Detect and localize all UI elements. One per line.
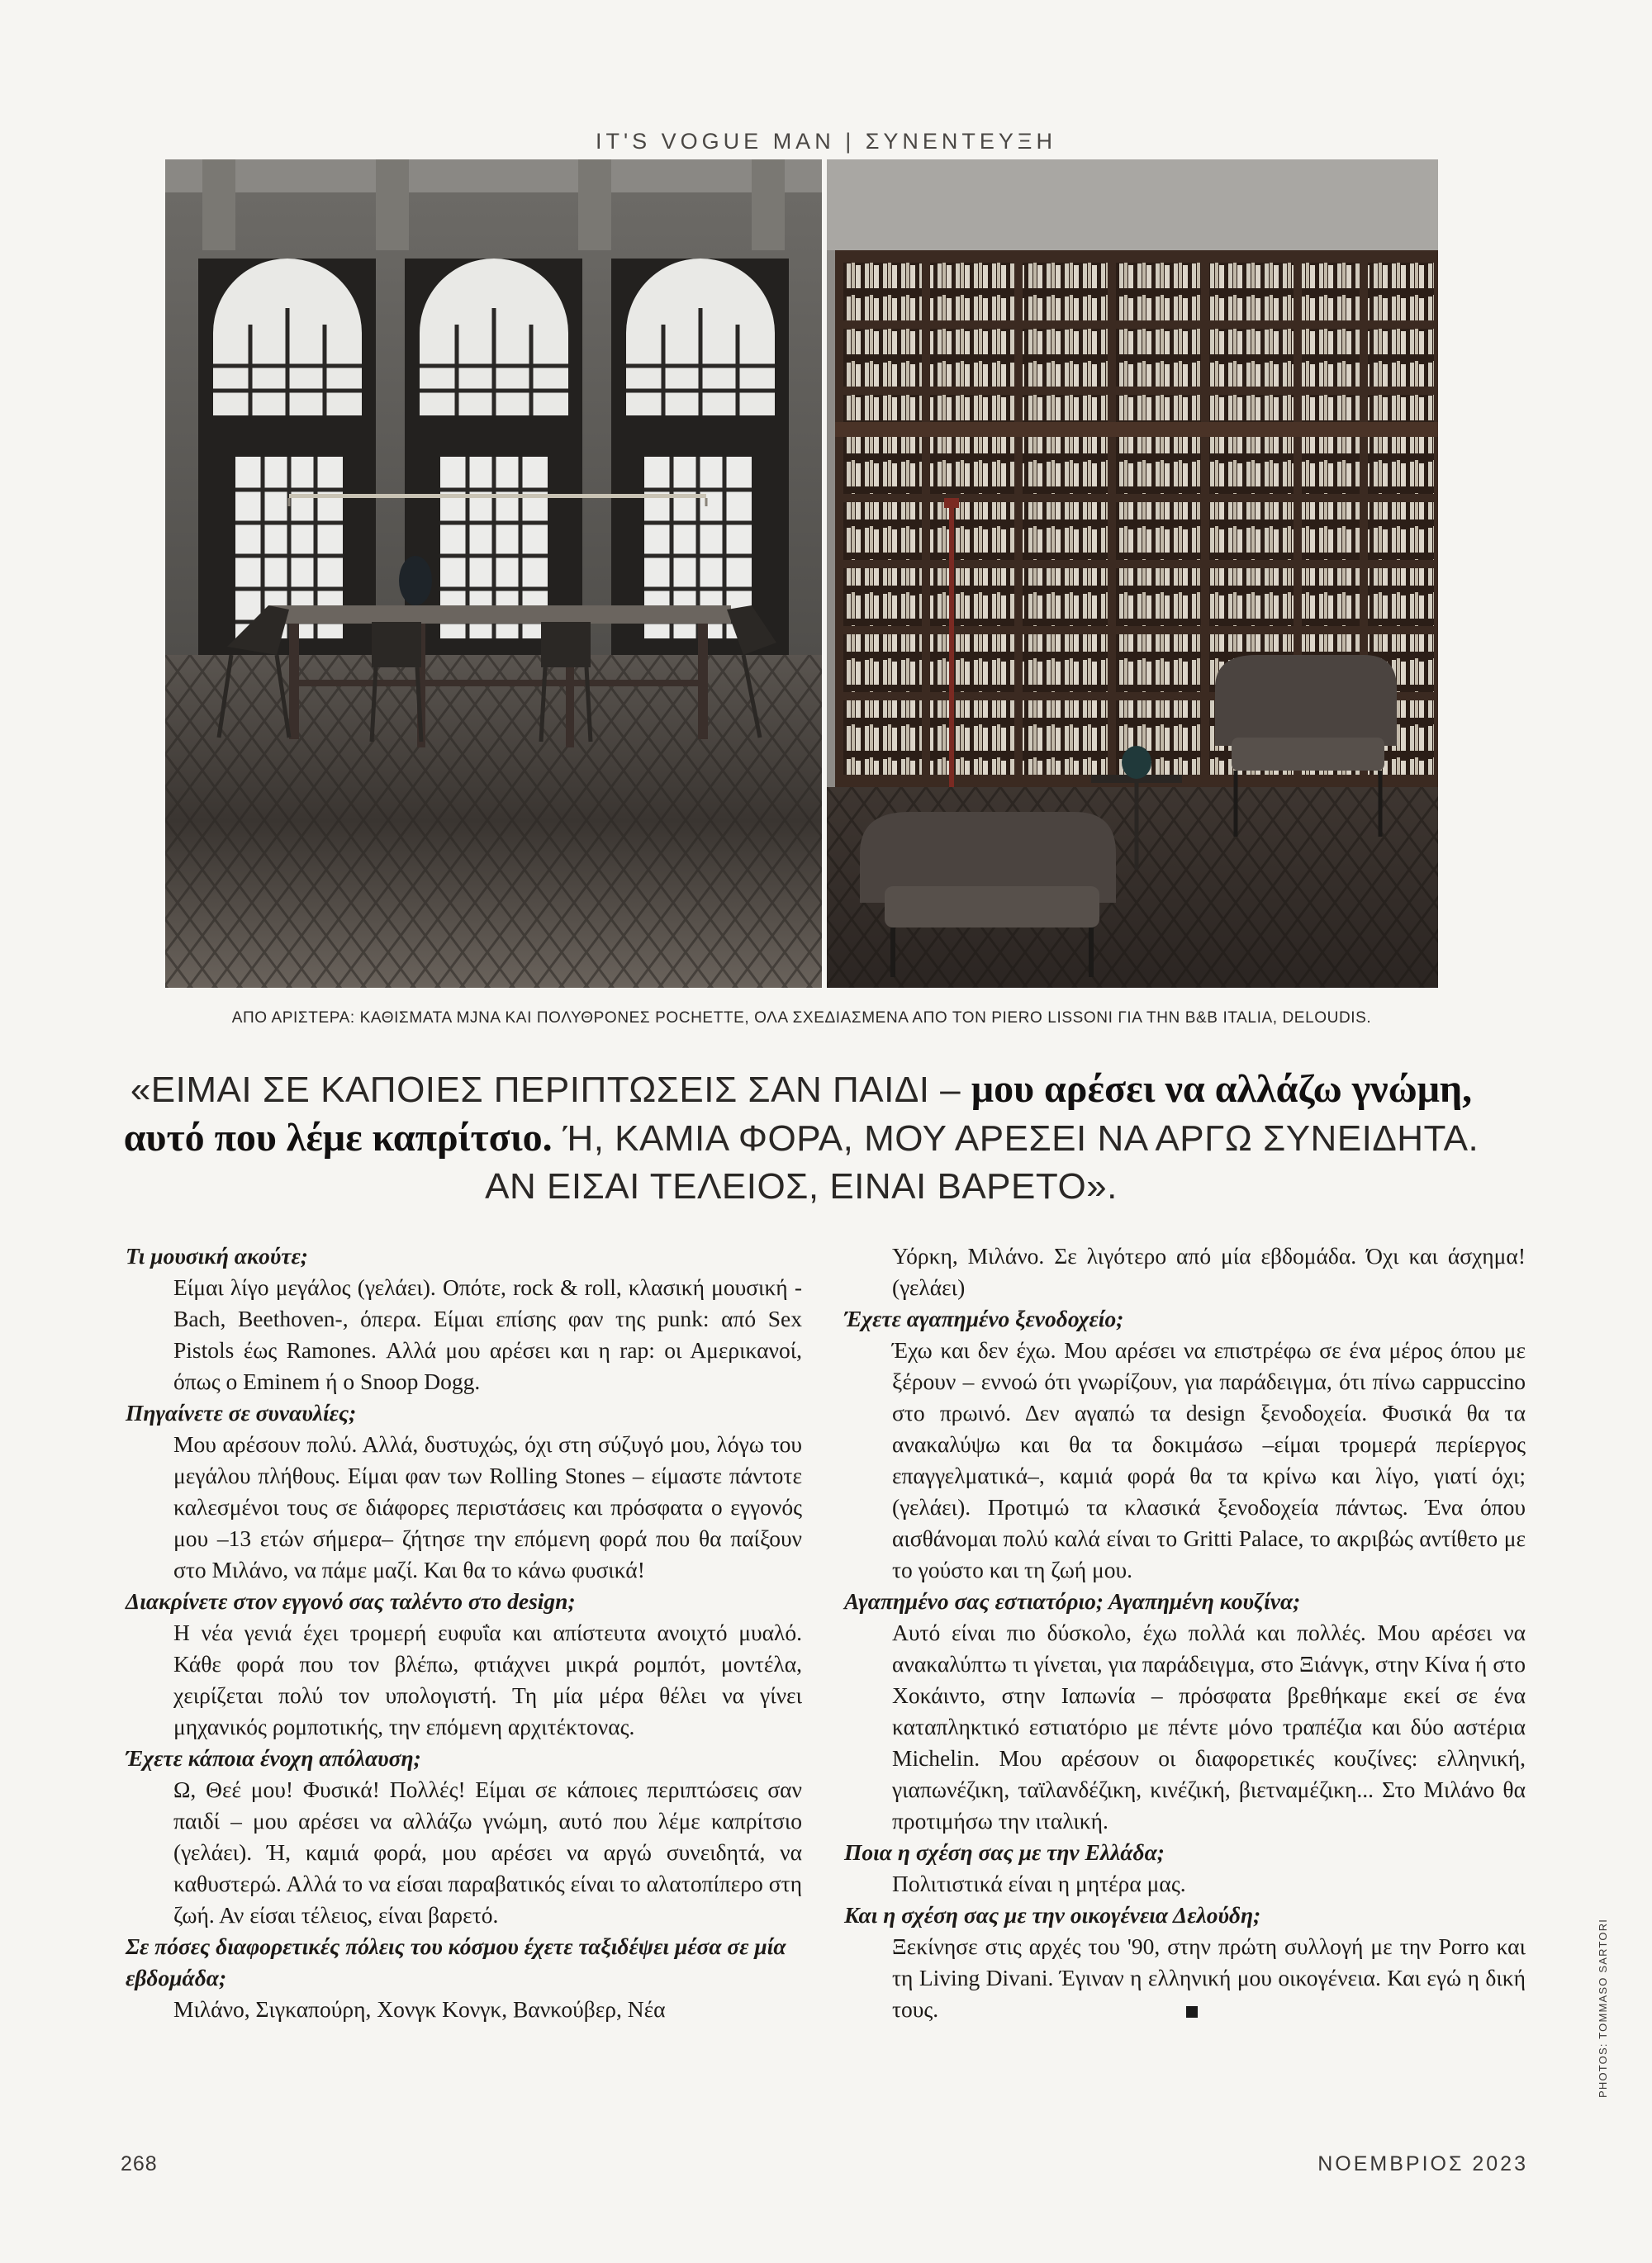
question-guilty-pleasure: Έχετε κάποια ένοχη απόλαυση; (126, 1745, 421, 1771)
photo-caption: ΑΠΟ ΑΡΙΣΤΕΡΑ: ΚΑΘΙΣΜΑΤΑ MJNA ΚΑΙ ΠΟΛΥΘΡΟΝΕΣ POCHETTE, ΟΛΑ ΣΧΕΔΙΑΣΜΕΝΑ ΑΠΟ ΤΟΝ PIERO LISSONI ΓΙΑ ΤΗΝ B&B ITALIA, DELOUDIS. (231, 1009, 1372, 1027)
question-cities: Σε πόσες διαφορετικές πόλεις του κόσμου έχετε ταξιδέψει μέσα σε μία εβδομάδα; (126, 1933, 786, 1990)
column-right (844, 1241, 1526, 2025)
answer-cities-part1: Μιλάνο, Σιγκαπούρη, Χονγκ Κονγκ, Βανκούβερ, Νέα (173, 1996, 666, 2022)
question-hotel: Έχετε αγαπημένο ξενοδοχείο; (844, 1306, 1124, 1331)
question-music: Τι μουσική ακούτε; (126, 1243, 308, 1269)
answer-grandson: Η νέα γενιά έχει τρομερή ευφυΐα και απίστευτα ανοιχτό μυαλό. Κάθε φορά που τον βλέπω, φτιάχνει μικρά ρομπότ, μοντέλα, χειρίζεται πολύ τον υπολογιστή. Τη μία μέρα θέλει να γίνει μηχανικός ρομποτικής, την επόμενη αρχιτέκτονας. (173, 1620, 802, 1739)
question-grandson: Διακρίνετε στον εγγονό σας ταλέντο στο design; (126, 1588, 576, 1614)
photo-credit: PHOTOS: TOMMASO SARTORI (1597, 1918, 1609, 2098)
pull-quote-part1: «ΕΙΜΑΙ ΣΕ ΚΑΠΟΙΕΣ ΠΕΡΙΠΤΩΣΕΙΣ ΣΑΝ ΠΑΙΔΙ – (130, 1070, 971, 1110)
question-deloudis: Και η σχέση σας με την οικογένεια Δελούδη; (844, 1902, 1261, 1928)
answer-guilty-pleasure: Ω, Θεέ μου! Φυσικά! Πολλές! Είμαι σε κάποιες περιπτώσεις σαν παιδί – μου αρέσει να αλλάζω γνώμη, αυτό που λέμε καπρίτσιο (γελάει). Ή, καμιά φορά, μου αρέσει να αργώ συνειδητά, να καθυστερώ. Αλλά το να είσαι παραβατικός είναι το αλατοπίπερο στη ζωή. Αν είσαι τέλειος, είναι βαρετό. (173, 1777, 802, 1928)
column-left (126, 1241, 802, 2025)
answer-greece: Πολιτιστικά είναι η μητέρα μας. (892, 1871, 1186, 1896)
dining-room-photo (165, 159, 822, 988)
answer-restaurant: Αυτό είναι πιο δύσκολο, έχω πολλά και πολλές. Μου αρέσει να ανακαλύπτω τι γίνεται, για παράδειγμα, στο Ξιάνγκ, στην Κίνα ή στο Χοκάιντο, στην Ιαπωνία – πρόσφατα βρεθήκαμε εκεί σε ένα καταπληκτικό εστιατόριο με πέντε μόνο τραπέζια και δύο αστέρια Michelin. Μου αρέσουν οι διαφορετικές κουζίνες: ελληνική, γιαπωνέζικη, ταϊλανδέζικη, κινέζική, βιετναμέζικη... Στο Μιλάνο θα προτιμήσω την ιταλική. (892, 1620, 1526, 1834)
answer-concerts: Μου αρέσουν πολύ. Αλλά, δυστυχώς, όχι στη σύζυγό μου, λόγω του μεγάλου πλήθους. Είμαι φαν των Rolling Stones – είμαστε πάντοτε καλεσμένοι τους σε διάφορες περιστάσεις και πρόσφατα ο εγγονός μου –13 ετών σήμερα– ζήτησε την επόμενη φορά που θα παίξουν στο Μιλάνο, να πάμε μαζί. Και θα το κάνω φυσικά! (173, 1431, 802, 1582)
answer-cities-part2: Υόρκη, Μιλάνο. Σε λιγότερο από μία εβδομάδα. Όχι και άσχημα! (γελάει) (892, 1243, 1526, 1300)
question-greece: Ποια η σχέση σας με την Ελλάδα; (844, 1839, 1165, 1865)
section-header: IT'S VOGUE MAN | ΣΥΝΕΝΤΕΥΞΗ (596, 129, 1056, 154)
pull-quote (107, 1065, 1495, 1211)
pull-quote-emphasis: μου αρέσει να αλλάζω γνώμη, αυτό που λέμε καπρίτσιο. (123, 1067, 1473, 1160)
library-photo (827, 159, 1438, 988)
question-restaurant: Αγαπημένο σας εστιατόριο; Αγαπημένη κουζίνα; (844, 1588, 1301, 1614)
issue-date: ΝΟΕΜΒΡΙΟΣ 2023 (1317, 2152, 1528, 2175)
answer-deloudis (844, 1931, 1526, 2025)
page-number: 268 (121, 2152, 158, 2175)
pull-quote-part3: Ή, ΚΑΜΙΑ ΦΟΡΑ, ΜΟΥ ΑΡΕΣΕΙ ΝΑ ΑΡΓΩ ΣΥΝΕΙΔΗΤΑ. ΑΝ ΕΙΣΑΙ ΤΕΛΕΙΟΣ, ΕΙΝΑΙ ΒΑΡΕΤΟ». (485, 1118, 1479, 1207)
end-mark-icon (1186, 2006, 1198, 2018)
question-concerts: Πηγαίνετε σε συναυλίες; (126, 1400, 357, 1426)
answer-music: Είμαι λίγο μεγάλος (γελάει). Οπότε, rock & roll, κλασική μουσική -Bach, Beethoven-, όπερα. Είμαι επίσης φαν της punk: από Sex Pistols έως Ramones. Αλλά μου αρέσει και η rap: οι Αμερικανοί, όπως ο Eminem ή ο Snoop Dogg. (173, 1274, 802, 1394)
answer-deloudis-text: Ξεκίνησε στις αρχές του '90, στην πρώτη συλλογή με την Porro και τη Living Divani. Έγιναν η ελληνική μου οικογένεια. Και εγώ η δική τους. (892, 1933, 1526, 2022)
answer-hotel: Έχω και δεν έχω. Μου αρέσει να επιστρέφω σε ένα μέρος όπου με ξέρουν – εννοώ ότι γνωρίζουν, για παράδειγμα, ότι πίνω cappuccino στο πρωινό. Δεν αγαπώ τα design ξενοδοχεία. Φυσικά θα τα ανακαλύψω και θα τα δοκιμάσω –είμαι τρομερά περίεργος επαγγελματικά–, καμιά φορά θα τα κρίνω και λίγο, γιατί όχι; (γελάει). Προτιμώ τα κλασικά ξενοδοχεία πάντως. Ένα όπου αισθάνομαι πολύ καλά είναι το Gritti Palace, το ακριβώς αντίθετο με το γούστο και τη ζωή μου. (892, 1337, 1526, 1582)
